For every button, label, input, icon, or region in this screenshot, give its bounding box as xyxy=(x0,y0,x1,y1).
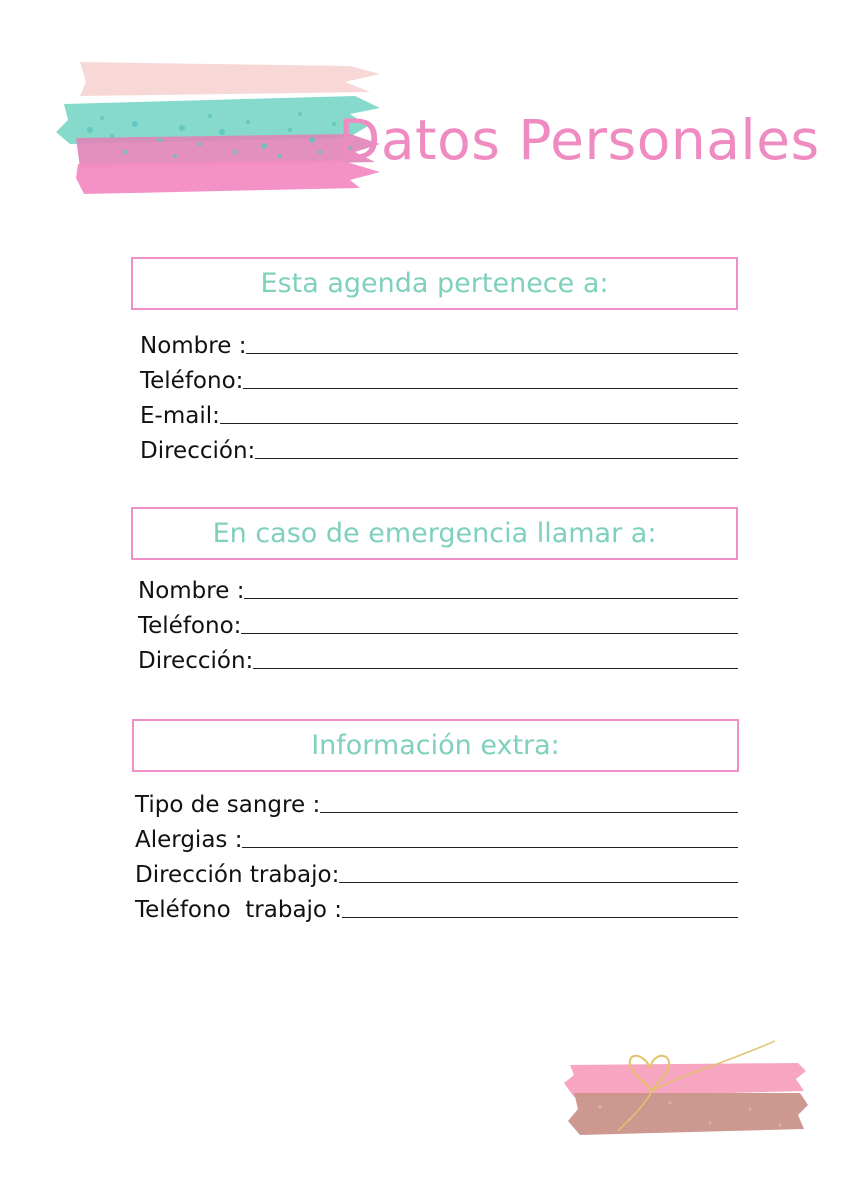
field-label: Alergias : xyxy=(135,827,243,853)
owner-name-field[interactable] xyxy=(140,326,738,360)
field-label: Tipo de sangre : xyxy=(135,792,321,818)
fill-line[interactable] xyxy=(320,812,738,813)
blood-type-field[interactable] xyxy=(135,785,738,819)
fill-line[interactable] xyxy=(339,882,738,883)
section-heading-emergency: En caso de emergencia llamar a: xyxy=(131,507,738,560)
work-phone-field[interactable] xyxy=(135,890,738,924)
fill-line[interactable] xyxy=(255,458,738,459)
heart-brush-decoration xyxy=(560,1035,810,1145)
emergency-name-field[interactable] xyxy=(138,571,738,605)
owner-phone-field[interactable] xyxy=(140,361,738,395)
field-label: E-mail: xyxy=(140,403,220,429)
fill-line[interactable] xyxy=(242,847,738,848)
field-label: Nombre : xyxy=(138,578,245,604)
field-label: Nombre : xyxy=(140,333,247,359)
fill-line[interactable] xyxy=(244,598,738,599)
emergency-phone-field[interactable] xyxy=(138,606,738,640)
emergency-address-field[interactable] xyxy=(138,641,738,675)
field-label: Teléfono trabajo : xyxy=(135,897,343,923)
field-label: Dirección: xyxy=(140,438,256,464)
work-address-field[interactable] xyxy=(135,855,738,889)
section-heading-extra: Información extra: xyxy=(132,719,739,772)
fill-line[interactable] xyxy=(342,917,738,918)
field-label: Dirección trabajo: xyxy=(135,862,340,888)
fill-line[interactable] xyxy=(253,668,738,669)
owner-address-field[interactable] xyxy=(140,431,738,465)
fill-line[interactable] xyxy=(246,353,738,354)
field-label: Teléfono: xyxy=(138,613,242,639)
page-title: Datos Personales xyxy=(338,108,820,172)
fill-line[interactable] xyxy=(220,423,738,424)
owner-email-field[interactable] xyxy=(140,396,738,430)
allergies-field[interactable] xyxy=(135,820,738,854)
field-label: Teléfono: xyxy=(140,368,244,394)
fill-line[interactable] xyxy=(243,388,738,389)
field-label: Dirección: xyxy=(138,648,254,674)
fill-line[interactable] xyxy=(241,633,738,634)
section-heading-owner: Esta agenda pertenece a: xyxy=(131,257,738,310)
